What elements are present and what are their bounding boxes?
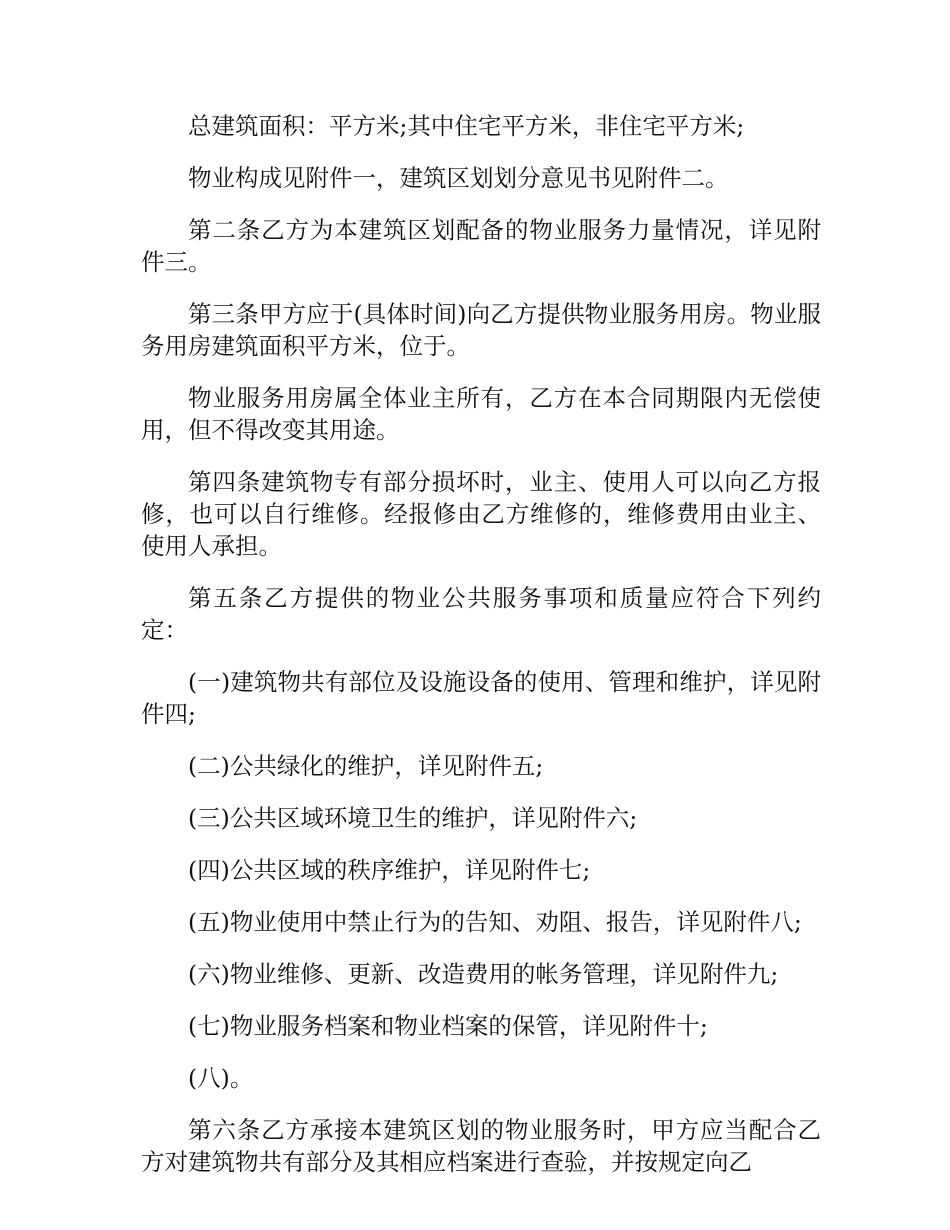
paragraph-article-5: 第五条乙方提供的物业公共服务事项和质量应符合下列约定： [141, 584, 821, 644]
list-item-2: (二)公共绿化的维护，详见附件五; [188, 752, 544, 780]
paragraph-service-room-ownership: 物业服务用房属全体业主所有，乙方在本合同期限内无偿使用，但不得改变其用途。 [141, 384, 821, 444]
paragraph-property-composition: 物业构成见附件一，建筑区划划分意见书见附件二。 [188, 164, 729, 192]
document-body [141, 110, 821, 1198]
list-item-4: (四)公共区域的秩序维护，详见附件七; [188, 856, 591, 884]
list-item-1: (一)建筑物共有部位及设施设备的使用、管理和维护，详见附件四; [141, 668, 821, 728]
paragraph-total-area: 总建筑面积：平方米;其中住宅平方米，非住宅平方米; [188, 112, 745, 140]
list-item-6: (六)物业维修、更新、改造费用的帐务管理，详见附件九; [188, 960, 779, 988]
list-item-3: (三)公共区域环境卫生的维护，详见附件六; [188, 804, 638, 832]
list-item-8: (八)。 [188, 1064, 254, 1092]
paragraph-article-2: 第二条乙方为本建筑区划配备的物业服务力量情况，详见附件三。 [141, 216, 821, 276]
paragraph-article-3: 第三条甲方应于(具体时间)向乙方提供物业服务用房。物业服务用房建筑面积平方米，位于。 [141, 300, 821, 360]
paragraph-article-6: 第六条乙方承接本建筑区划的物业服务时，甲方应当配合乙方对建筑物共有部分及其相应档案进行查验，并按规定向乙 [141, 1116, 821, 1176]
list-item-7: (七)物业服务档案和物业档案的保管，详见附件十; [188, 1012, 708, 1040]
list-item-5: (五)物业使用中禁止行为的告知、劝阻、报告，详见附件八; [188, 908, 802, 936]
paragraph-article-4: 第四条建筑物专有部分损坏时，业主、使用人可以向乙方报修，也可以自行维修。经报修由乙方维修的，维修费用由业主、使用人承担。 [141, 468, 821, 560]
